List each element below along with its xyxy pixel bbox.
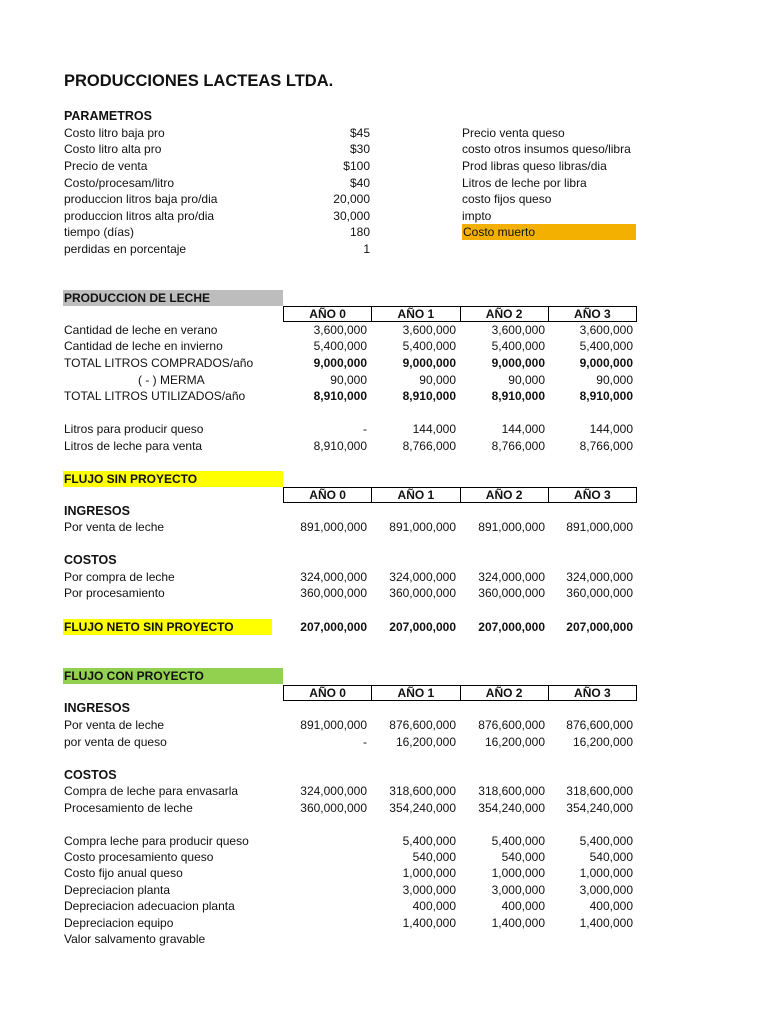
flujo-neto-sin-label: FLUJO NETO SIN PROYECTO: [63, 619, 272, 635]
cell: 90,000: [419, 373, 456, 387]
param-value: 20,000: [333, 192, 370, 206]
cell: 16,200,000: [572, 735, 633, 749]
row-label: Costo procesamiento queso: [64, 850, 214, 864]
table-row: [0, 520, 768, 536]
param-value: $40: [349, 176, 370, 190]
param-value: 30,000: [333, 209, 370, 223]
row-label: Compra de leche para envasarla: [64, 784, 239, 798]
year-header: AÑO 2: [460, 307, 548, 321]
param-right-label: Litros de leche por libra: [462, 176, 587, 190]
cell: 540,000: [501, 850, 545, 864]
param-right-label: costo otros insumos queso/libra: [462, 142, 631, 156]
ingresos-header: INGRESOS: [64, 504, 130, 518]
table-row: [0, 422, 768, 438]
year-header: AÑO 1: [371, 307, 459, 321]
cell: 876,600,000: [566, 718, 633, 732]
param-label: perdidas en porcentaje: [64, 242, 187, 256]
cell: 90,000: [596, 373, 633, 387]
cell: 360,000,000: [300, 801, 367, 815]
cell: 354,240,000: [478, 801, 545, 815]
cell: 5,400,000: [491, 834, 545, 848]
row-label: Por procesamiento: [64, 586, 165, 600]
year-header: AÑO 0: [309, 307, 346, 321]
cell: 891,000,000: [300, 520, 367, 534]
table-row: [0, 735, 768, 751]
param-label: produccion litros alta pro/dia: [64, 209, 215, 223]
table-row: [0, 389, 768, 405]
year-header-row: [283, 306, 637, 322]
cell: 324,000,000: [389, 570, 456, 584]
row-label: Cantidad de leche en invierno: [64, 339, 223, 353]
year-header: AÑO 3: [548, 686, 636, 700]
costos-header: COSTOS: [64, 553, 117, 567]
year-header: AÑO 1: [371, 686, 459, 700]
costos-header: COSTOS: [64, 768, 117, 782]
table-row: [0, 866, 768, 882]
row-label: Cantidad de leche en verano: [64, 323, 218, 337]
cell: 360,000,000: [566, 586, 633, 600]
cell: 360,000,000: [478, 586, 545, 600]
cell: 891,000,000: [478, 520, 545, 534]
ingresos-header: INGRESOS: [64, 701, 130, 715]
row-label: Litros de leche para venta: [64, 439, 203, 453]
cell: 9,000,000: [579, 356, 633, 370]
cell: 8,910,000: [313, 389, 367, 403]
parametros-header: PARAMETROS: [64, 109, 152, 123]
param-value: 1: [363, 242, 370, 256]
cell: 207,000,000: [566, 620, 633, 634]
year-header: AÑO 3: [548, 307, 636, 321]
table-row: [0, 883, 768, 899]
cell: 318,600,000: [478, 784, 545, 798]
cell: 354,240,000: [566, 801, 633, 815]
cell: 318,600,000: [566, 784, 633, 798]
table-row: [0, 916, 768, 932]
cell: 1,400,000: [491, 916, 545, 930]
cell: 8,910,000: [491, 389, 545, 403]
cell: 5,400,000: [579, 339, 633, 353]
cell: 1,400,000: [402, 916, 456, 930]
cell: 891,000,000: [566, 520, 633, 534]
flujo-sin-header: FLUJO SIN PROYECTO: [63, 471, 283, 487]
cell: 540,000: [589, 850, 633, 864]
cell: 400,000: [589, 899, 633, 913]
cell: 8,910,000: [402, 389, 456, 403]
cell: 90,000: [508, 373, 545, 387]
cell: 8,766,000: [402, 439, 456, 453]
year-header-row: [283, 685, 637, 701]
table-row: [0, 570, 768, 586]
param-right-label: Precio venta queso: [462, 126, 565, 140]
cell: 1,000,000: [491, 866, 545, 880]
row-label: Litros para producir queso: [64, 422, 204, 436]
produccion-header: PRODUCCION DE LECHE: [63, 290, 283, 306]
row-label: Por venta de leche: [64, 520, 165, 534]
cell: 3,600,000: [402, 323, 456, 337]
cell: 400,000: [501, 899, 545, 913]
row-label: Depreciacion adecuacion planta: [64, 899, 235, 913]
cell: 5,400,000: [579, 834, 633, 848]
param-value: 180: [349, 225, 370, 239]
table-row: [0, 784, 768, 800]
cell: 16,200,000: [395, 735, 456, 749]
cell: 9,000,000: [402, 356, 456, 370]
year-header: AÑO 2: [460, 686, 548, 700]
sheet-title: PRODUCCIONES LACTEAS LTDA.: [64, 72, 334, 90]
cell: 5,400,000: [402, 339, 456, 353]
year-header: AÑO 2: [460, 488, 548, 502]
cell: 354,240,000: [389, 801, 456, 815]
row-label: Por compra de leche: [64, 570, 175, 584]
cell: 207,000,000: [478, 620, 545, 634]
table-row: [0, 439, 768, 455]
cell: 1,000,000: [579, 866, 633, 880]
cell: 144,000: [412, 422, 456, 436]
cell: 876,600,000: [478, 718, 545, 732]
flujo-con-header: FLUJO CON PROYECTO: [63, 668, 283, 684]
row-label: Depreciacion equipo: [64, 916, 174, 930]
cell: 16,200,000: [484, 735, 545, 749]
table-row: [0, 586, 768, 602]
cell: 324,000,000: [300, 570, 367, 584]
cell: 540,000: [412, 850, 456, 864]
cell: 8,766,000: [491, 439, 545, 453]
cell: 3,600,000: [491, 323, 545, 337]
row-label: Valor salvamento gravable: [64, 932, 206, 946]
cell: -: [363, 422, 367, 436]
table-row: [0, 834, 768, 850]
cell: 400,000: [412, 899, 456, 913]
cell: 5,400,000: [313, 339, 367, 353]
row-label: Compra leche para producir queso: [64, 834, 249, 848]
cell: 9,000,000: [313, 356, 367, 370]
cell: 1,400,000: [579, 916, 633, 930]
cell: 360,000,000: [389, 586, 456, 600]
cell: 3,000,000: [402, 883, 456, 897]
param-right-label: impto: [462, 209, 492, 223]
cell: 3,000,000: [579, 883, 633, 897]
param-right-label: Prod libras queso libras/dia: [462, 159, 607, 173]
table-row: [0, 850, 768, 866]
param-value: $30: [349, 142, 370, 156]
cell: 8,910,000: [313, 439, 367, 453]
year-header: AÑO 3: [548, 488, 636, 502]
row-label: por venta de queso: [64, 735, 167, 749]
param-label: produccion litros baja pro/dia: [64, 192, 218, 206]
cell: 9,000,000: [491, 356, 545, 370]
table-row: [0, 620, 768, 636]
table-row: [0, 356, 768, 372]
param-value: $45: [349, 126, 370, 140]
param-label: Costo/procesam/litro: [64, 176, 175, 190]
cell: 144,000: [501, 422, 545, 436]
param-value: $100: [343, 159, 370, 173]
table-row: [0, 801, 768, 817]
row-label: Depreciacion planta: [64, 883, 171, 897]
table-row: [0, 373, 768, 389]
table-row: [0, 339, 768, 355]
cell: 891,000,000: [389, 520, 456, 534]
costo-muerto-highlight: Costo muerto: [462, 224, 636, 240]
cell: 207,000,000: [389, 620, 456, 634]
cell: 144,000: [589, 422, 633, 436]
table-row: [0, 718, 768, 734]
row-label: Costo fijo anual queso: [64, 866, 183, 880]
param-label: tiempo (días): [64, 225, 135, 239]
cell: 324,000,000: [566, 570, 633, 584]
year-header: AÑO 1: [371, 488, 459, 502]
cell: 8,766,000: [579, 439, 633, 453]
param-label: Costo litro baja pro: [64, 126, 165, 140]
row-label: Por venta de leche: [64, 718, 165, 732]
row-label: Procesamiento de leche: [64, 801, 193, 815]
row-label: TOTAL LITROS UTILIZADOS/año: [64, 389, 246, 403]
row-label: ( - ) MERMA: [138, 373, 205, 387]
cell: -: [363, 735, 367, 749]
table-row: [0, 323, 768, 339]
param-label: Costo litro alta pro: [64, 142, 162, 156]
cell: 324,000,000: [300, 784, 367, 798]
cell: 3,600,000: [313, 323, 367, 337]
param-label: Precio de venta: [64, 159, 148, 173]
cell: 324,000,000: [478, 570, 545, 584]
cell: 3,600,000: [579, 323, 633, 337]
cell: 207,000,000: [300, 620, 367, 634]
cell: 318,600,000: [389, 784, 456, 798]
cell: 360,000,000: [300, 586, 367, 600]
cell: 1,000,000: [402, 866, 456, 880]
cell: 876,600,000: [389, 718, 456, 732]
cell: 3,000,000: [491, 883, 545, 897]
cell: 5,400,000: [402, 834, 456, 848]
cell: 90,000: [330, 373, 367, 387]
table-row: [0, 932, 768, 948]
table-row: [0, 899, 768, 915]
year-header-row: [283, 487, 637, 503]
year-header: AÑO 0: [309, 488, 346, 502]
cell: 891,000,000: [300, 718, 367, 732]
cell: 5,400,000: [491, 339, 545, 353]
row-label: TOTAL LITROS COMPRADOS/año: [64, 356, 254, 370]
year-header: AÑO 0: [309, 686, 346, 700]
cell: 8,910,000: [579, 389, 633, 403]
param-right-label: costo fijos queso: [462, 192, 552, 206]
